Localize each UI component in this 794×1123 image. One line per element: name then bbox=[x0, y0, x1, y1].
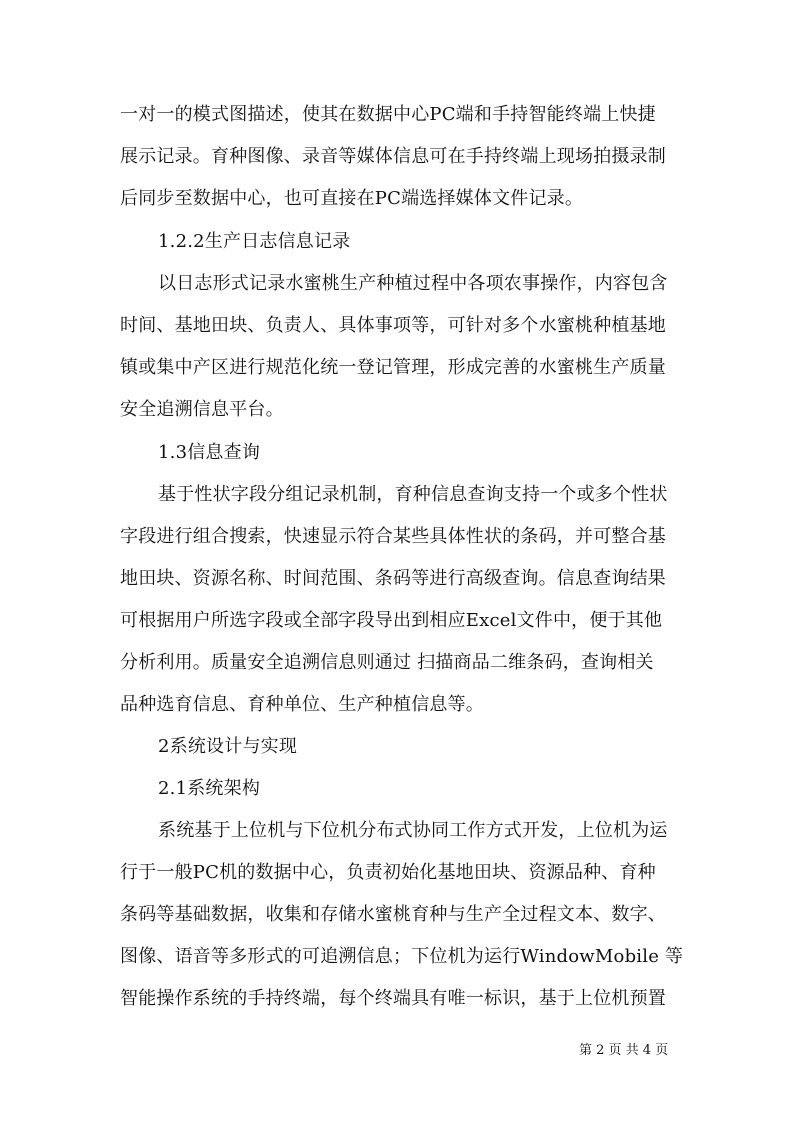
paragraph-line: 基于性状字段分组记录机制，育种信息查询支持一个或多个性状 bbox=[158, 484, 668, 505]
paragraph-line: 条码等基础数据，收集和存储水蜜桃育种与生产全过程文本、数字、 bbox=[120, 904, 666, 925]
section-heading: 2.1系统架构 bbox=[158, 778, 261, 799]
paragraph-line: 字段进行组合搜索，快速显示符合某些具体性状的条码，并可整合基 bbox=[120, 526, 666, 547]
section-heading: 1.3信息查询 bbox=[158, 442, 261, 463]
section-heading: 1.2.2生产日志信息记录 bbox=[158, 231, 351, 252]
paragraph-line: 安全追溯信息平台。 bbox=[120, 399, 284, 420]
section-heading: 2系统设计与实现 bbox=[158, 736, 298, 757]
paragraph-line: 可根据用户所选字段或全部字段导出到相应Excel文件中，便于其他 bbox=[120, 610, 663, 631]
paragraph-line: 图像、语音等多形式的可追溯信息；下位机为运行WindowMobile 等 bbox=[120, 946, 684, 967]
paragraph-line: 后同步至数据中心，也可直接在PC端选择媒体文件记录。 bbox=[120, 188, 584, 209]
paragraph-line: 以日志形式记录水蜜桃生产种植过程中各项农事操作，内容包含 bbox=[158, 273, 668, 294]
paragraph-line: 分析利用。质量安全追溯信息则通过 扫描商品二维条码，查询相关 bbox=[120, 652, 654, 673]
page-number: 第 2 页 共 4 页 bbox=[579, 1043, 669, 1058]
paragraph-line: 镇或集中产区进行规范化统一登记管理，形成完善的水蜜桃生产质量 bbox=[120, 357, 666, 378]
paragraph-line: 时间、基地田块、负责人、具体事项等，可针对多个水蜜桃种植基地 bbox=[120, 315, 666, 336]
paragraph-line: 一对一的模式图描述，使其在数据中心PC端和手持智能终端上快捷 bbox=[120, 104, 656, 125]
paragraph-line: 展示记录。育种图像、录音等媒体信息可在手持终端上现场拍摄录制 bbox=[120, 146, 666, 167]
paragraph-line: 行于一般PC机的数据中心，负责初始化基地田块、资源品种、育种 bbox=[120, 862, 656, 883]
paragraph-line: 智能操作系统的手持终端，每个终端具有唯一标识，基于上位机预置 bbox=[120, 988, 666, 1009]
paragraph-line: 系统基于上位机与下位机分布式协同工作方式开发，上位机为运 bbox=[158, 820, 668, 841]
paragraph-line: 地田块、资源名称、时间范围、条码等进行高级查询。信息查询结果 bbox=[120, 568, 666, 589]
paragraph-line: 品种选育信息、育种单位、生产种植信息等。 bbox=[120, 694, 484, 715]
